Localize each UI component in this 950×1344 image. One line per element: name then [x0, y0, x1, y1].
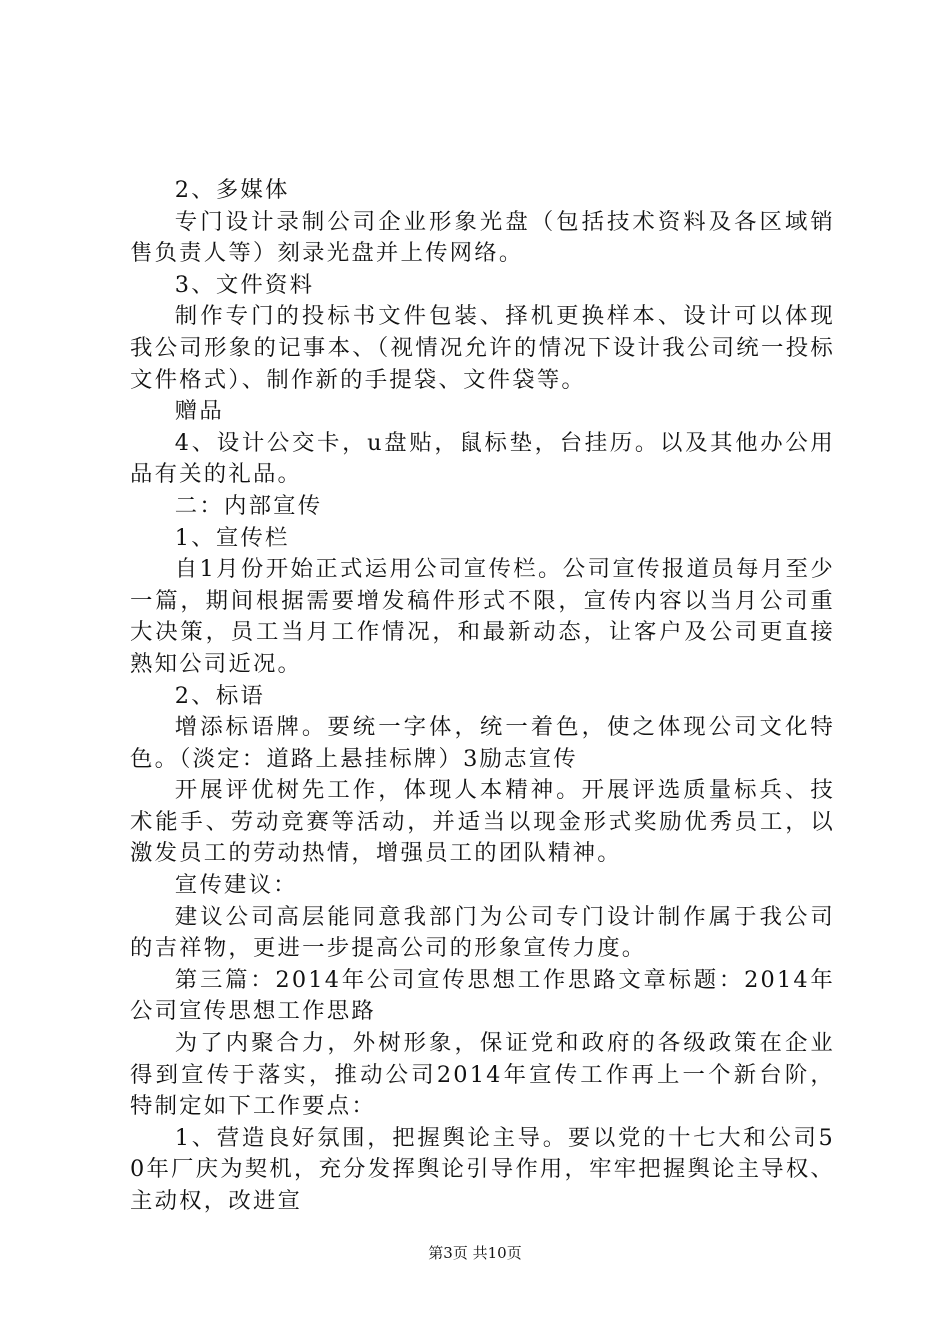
paragraph: 2、标语 — [174, 682, 266, 709]
paragraph: 赠品 — [174, 398, 224, 425]
paragraph: 建议公司高层能同意我部门为公司专门设计制作属于我公司的吉祥物，更进一步提高公司的形象宣传力度。 — [130, 903, 835, 962]
paragraph: 1、营造良好氛围，把握舆论主导。要以党的十七大和公司50年厂庆为契机，充分发挥舆论引导作用，牢牢把握舆论主导权、主动权，改进宣 — [130, 1124, 835, 1214]
paragraph: 3、文件资料 — [174, 271, 315, 298]
paragraph: 二：内部宣传 — [174, 492, 323, 519]
paragraph: 专门设计录制公司企业形象光盘（包括技术资料及各区域销售负责人等）刻录光盘并上传网络。 — [130, 208, 835, 267]
paragraph: 第三篇：2014年公司宣传思想工作思路文章标题：2014年公司宣传思想工作思路 — [130, 966, 835, 1025]
paragraph: 2、多媒体 — [174, 177, 290, 203]
paragraph: 宣传建议： — [174, 872, 298, 899]
paragraph: 增添标语牌。要统一字体，统一着色，使之体现公司文化特色。（淡定：道路上悬挂标牌）3励志宣传 — [130, 714, 835, 772]
paragraph: 4、设计公交卡，u盘贴，鼠标垫，台挂历。以及其他办公用品有关的礼品。 — [130, 429, 835, 488]
paragraph: 为了内聚合力，外树形象，保证党和政府的各级政策在企业得到宣传于落实，推动公司2014年宣传工作再上一个新台阶，特制定如下工作要点： — [130, 1030, 835, 1120]
paragraph: 开展评优树先工作，体现人本精神。开展评选质量标兵、技术能手、劳动竞赛等活动，并适当以现金形式奖励优秀员工，以激发员工的劳动热情，增强员工的团队精神。 — [130, 777, 835, 867]
paragraph: 1、宣传栏 — [174, 524, 290, 551]
paragraph: 制作专门的投标书文件包装、择机更换样本、设计可以体现我公司形象的记事本、（视情况允许的情况下设计我公司统一投标文件格式）、制作新的手提袋、文件袋等。 — [130, 303, 835, 393]
paragraph: 自1月份开始正式运用公司宣传栏。公司宣传报道员每月至少一篇，期间根据需要增发稿件形式不限，宣传内容以当月公司重大决策，员工当月工作情况，和最新动态，让客户及公司更直接熟知公司近况。 — [130, 556, 835, 677]
page-number-footer: 第3页 共10页 — [428, 1244, 522, 1262]
document-body — [130, 175, 835, 1218]
